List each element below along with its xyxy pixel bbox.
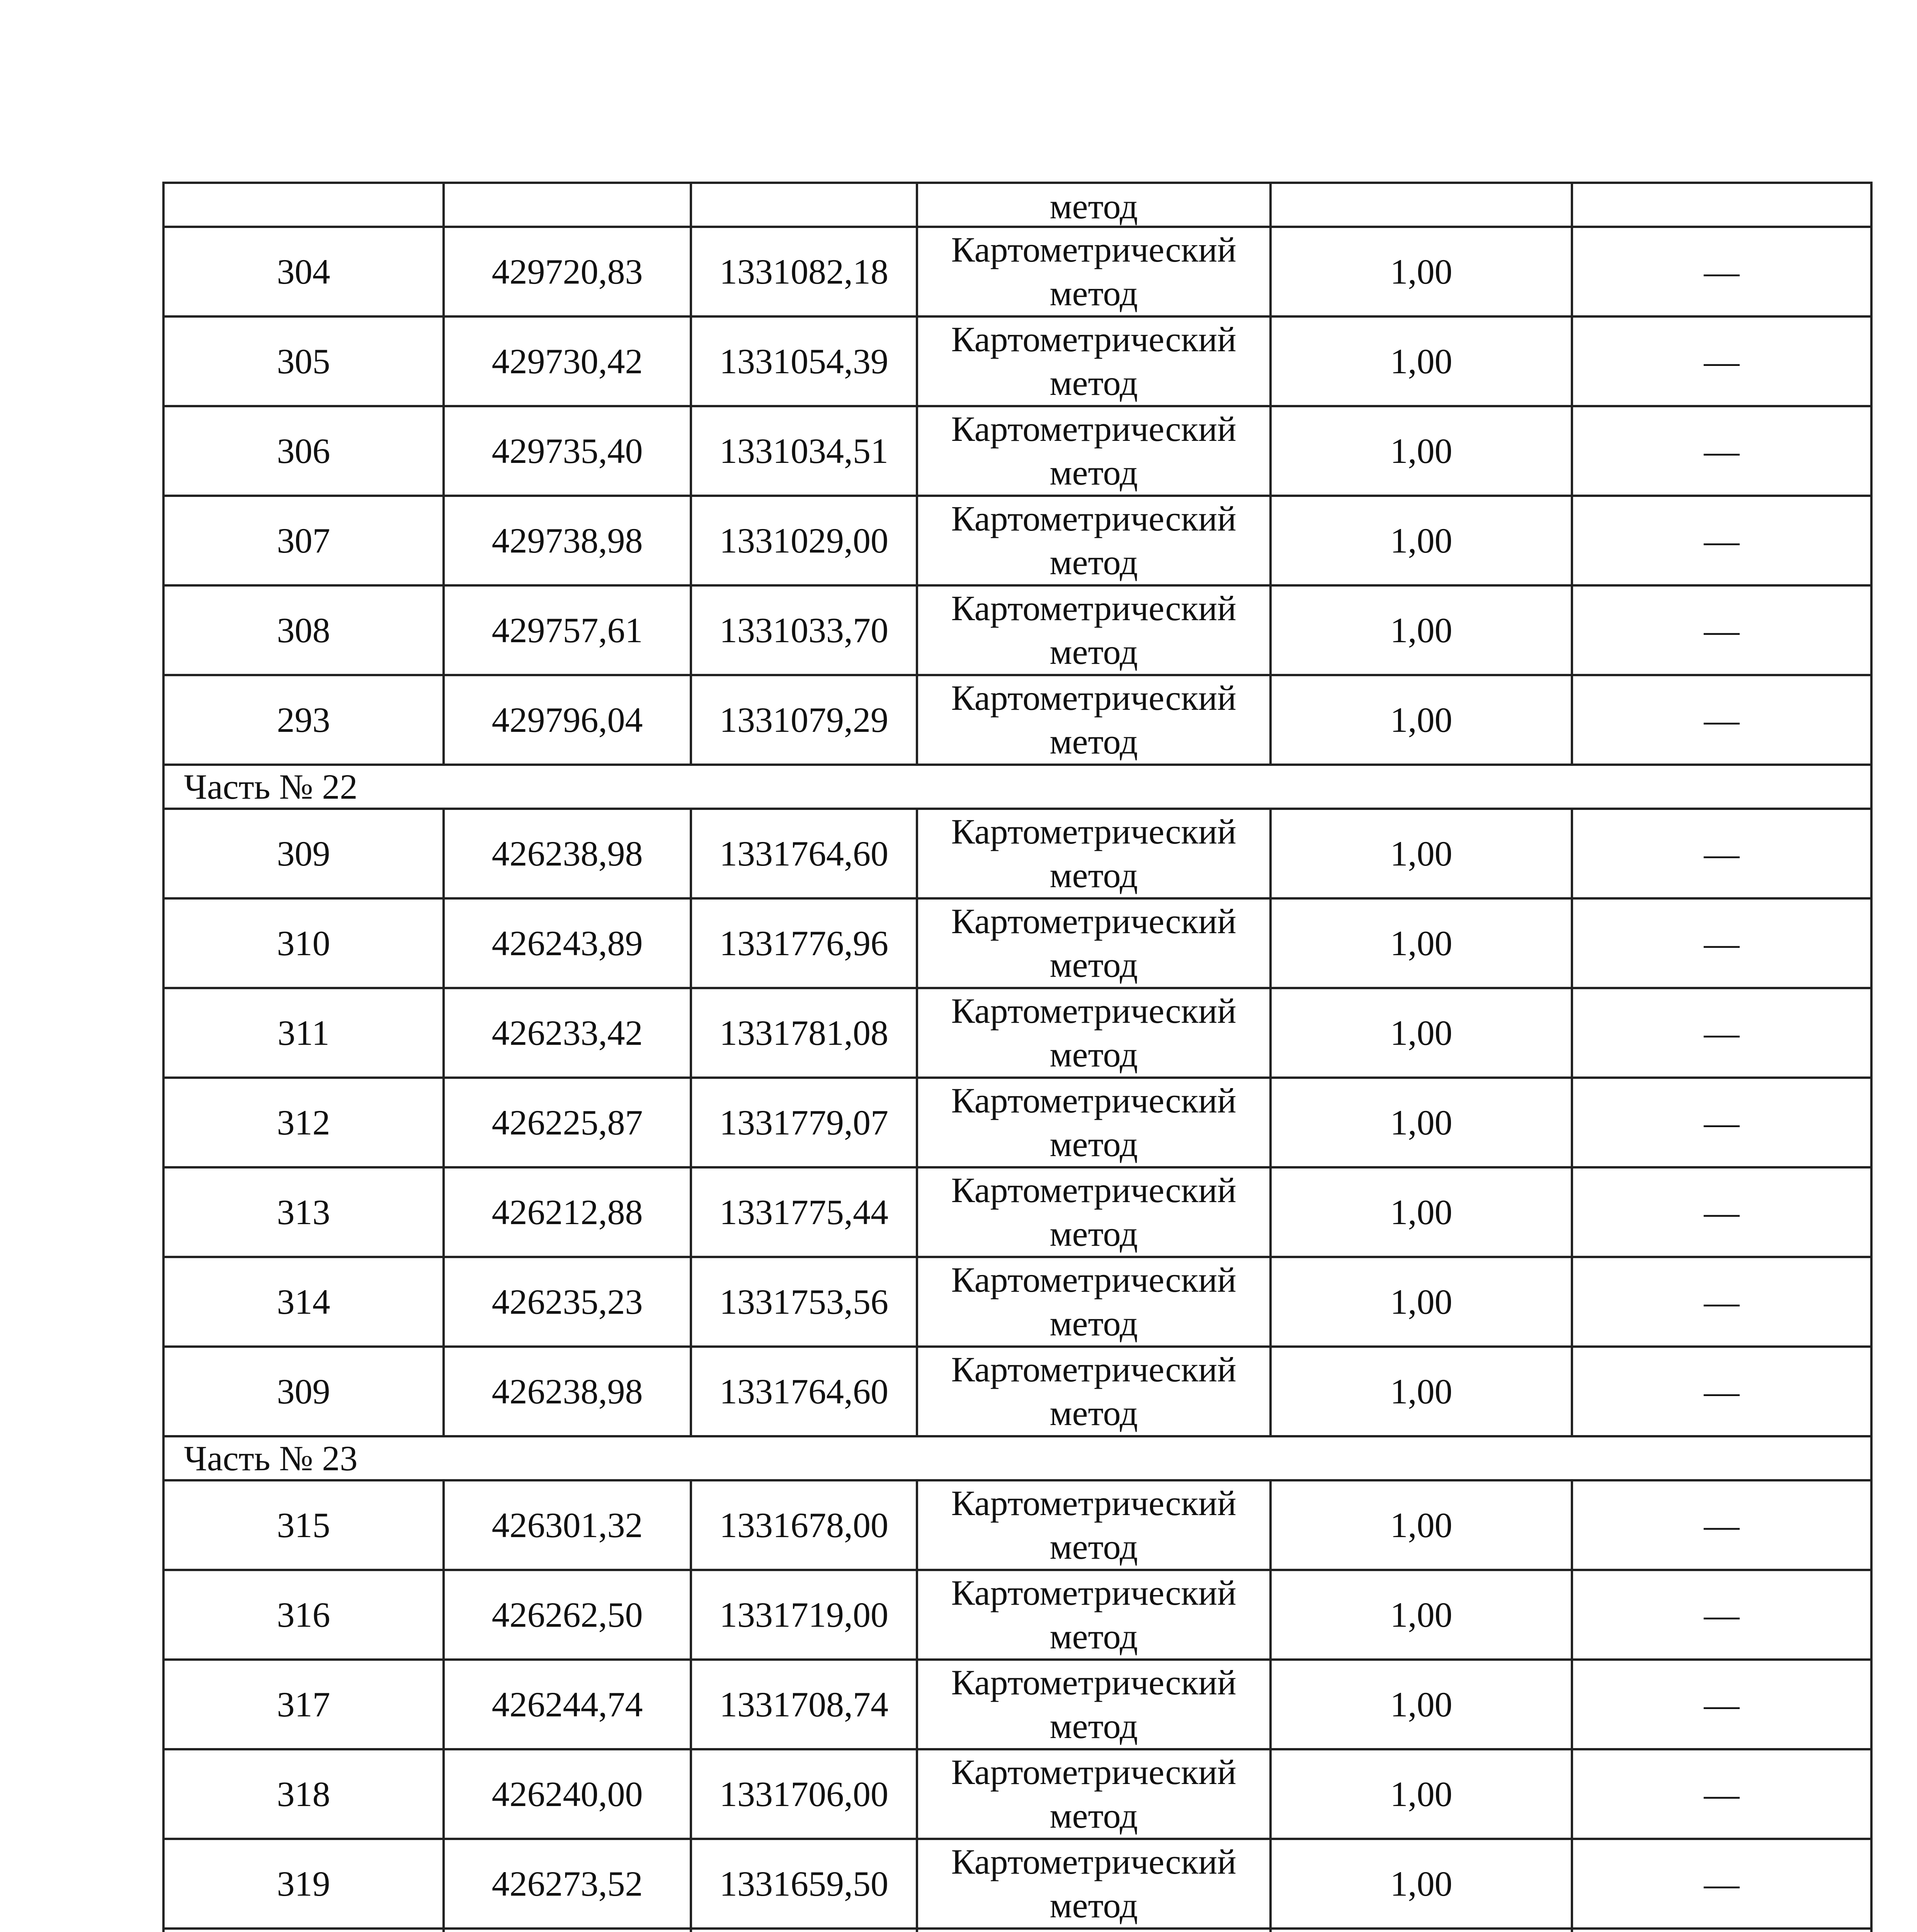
method-cell: метод	[917, 183, 1271, 227]
method-line-2: метод	[1050, 855, 1138, 895]
description-cell: —	[1572, 1839, 1871, 1929]
y-coordinate-cell	[691, 1929, 917, 1932]
method-line-1: Картометрический	[951, 230, 1237, 269]
point-number-cell: 304	[163, 227, 444, 316]
accuracy-cell: 1,00	[1271, 1347, 1572, 1436]
x-coordinate-cell: 426240,00	[444, 1749, 691, 1839]
point-number-cell: 317	[163, 1660, 444, 1749]
point-number-cell: 319	[163, 1839, 444, 1929]
description-cell: —	[1572, 1660, 1871, 1749]
table-row	[163, 1347, 1871, 1436]
accuracy-cell: 1,00	[1271, 1078, 1572, 1167]
method-line-1: Картометрический	[951, 588, 1237, 628]
accuracy-cell: 1,00	[1271, 585, 1572, 675]
y-coordinate-cell: 1331764,60	[691, 809, 917, 898]
table-row	[163, 1570, 1871, 1660]
method-line-1: Картометрический	[951, 1260, 1237, 1299]
method-line-1: Картометрический	[951, 1663, 1237, 1702]
method-line-2: метод	[1050, 1124, 1138, 1164]
point-number-cell: 306	[163, 406, 444, 496]
x-coordinate-cell: 426238,98	[444, 809, 691, 898]
x-coordinate-cell: 429738,98	[444, 496, 691, 585]
method-cell	[917, 1257, 1271, 1347]
method-line-2: метод	[1050, 632, 1138, 672]
y-coordinate-cell: 1331781,08	[691, 988, 917, 1078]
description-cell: —	[1572, 1480, 1871, 1570]
table-row	[163, 988, 1871, 1078]
point-number-cell: 318	[163, 1749, 444, 1839]
description-cell: —	[1572, 988, 1871, 1078]
part-label: Часть № 22	[163, 765, 1871, 809]
method-cell	[917, 1570, 1271, 1660]
x-coordinate-cell: 426212,88	[444, 1167, 691, 1257]
y-coordinate-cell: 1331776,96	[691, 898, 917, 988]
description-cell: —	[1572, 1078, 1871, 1167]
description-cell: —	[1572, 675, 1871, 765]
table-row	[163, 1257, 1871, 1347]
accuracy-cell: 1,00	[1271, 1570, 1572, 1660]
x-coordinate-cell: 429796,04	[444, 675, 691, 765]
description-cell: —	[1572, 809, 1871, 898]
description-cell: —	[1572, 1347, 1871, 1436]
accuracy-cell: 1,00	[1271, 898, 1572, 988]
method-line-2: метод	[1050, 1527, 1138, 1566]
method-line-1: Картометрический	[951, 678, 1237, 718]
point-number-cell: 311	[163, 988, 444, 1078]
method-line-1: Картометрический	[951, 320, 1237, 359]
table-row	[163, 1078, 1871, 1167]
continuation-row	[163, 183, 1871, 227]
accuracy-cell: 1,00	[1271, 1480, 1572, 1570]
y-coordinate-cell: 1331082,18	[691, 227, 917, 316]
method-line-1: Картометрический	[951, 1081, 1237, 1120]
description-cell	[1572, 183, 1871, 227]
method-line-1	[918, 1930, 1269, 1932]
table-row	[163, 809, 1871, 898]
method-line-1: Картометрический	[951, 1752, 1237, 1792]
method-line-2: метод	[1050, 1617, 1138, 1656]
accuracy-cell: 1,00	[1271, 988, 1572, 1078]
method-cell	[917, 1839, 1271, 1929]
y-coordinate-cell: 1331775,44	[691, 1167, 917, 1257]
point-number-cell: 307	[163, 496, 444, 585]
table-row	[163, 1749, 1871, 1839]
accuracy-cell: 1,00	[1271, 1749, 1572, 1839]
method-line-2: метод	[1050, 543, 1138, 582]
description-cell: —	[1572, 227, 1871, 316]
method-line-2: метод	[1050, 1304, 1138, 1343]
method-line-1: Картометрический	[951, 1350, 1237, 1389]
y-coordinate-cell: 1331719,00	[691, 1570, 917, 1660]
table-row	[163, 675, 1871, 765]
accuracy-cell: 1,00	[1271, 675, 1572, 765]
x-coordinate-cell: 426233,42	[444, 988, 691, 1078]
method-line-2: метод	[1050, 1796, 1138, 1835]
y-coordinate-cell: 1331678,00	[691, 1480, 917, 1570]
x-coordinate-cell: 429735,40	[444, 406, 691, 496]
description-cell: —	[1572, 1257, 1871, 1347]
method-line-1: Картометрический	[951, 901, 1237, 941]
method-line-2: метод	[1050, 1214, 1138, 1253]
description-cell: —	[1572, 585, 1871, 675]
method-cell	[917, 675, 1271, 765]
point-number-cell: 310	[163, 898, 444, 988]
accuracy-cell: 1,00	[1271, 227, 1572, 316]
point-number-cell: 309	[163, 1347, 444, 1436]
method-line-2: метод	[1050, 722, 1138, 761]
x-coordinate-cell: 426244,74	[444, 1660, 691, 1749]
method-cell	[917, 1078, 1271, 1167]
method-line-1: Картометрический	[951, 499, 1237, 538]
y-coordinate-cell: 1331659,50	[691, 1839, 917, 1929]
description-cell: —	[1572, 496, 1871, 585]
y-coordinate-cell: 1331764,60	[691, 1347, 917, 1436]
point-number-cell: 314	[163, 1257, 444, 1347]
method-line-2: метод	[1050, 1035, 1138, 1074]
point-number-cell: 312	[163, 1078, 444, 1167]
part-label: Часть № 23	[163, 1436, 1871, 1480]
description-cell: —	[1572, 406, 1871, 496]
x-coordinate-cell: 426235,23	[444, 1257, 691, 1347]
method-cell	[917, 809, 1271, 898]
method-line-1: Картометрический	[951, 812, 1237, 851]
y-coordinate-cell: 1331033,70	[691, 585, 917, 675]
accuracy-cell: 1,00	[1271, 1257, 1572, 1347]
x-coordinate-cell	[444, 183, 691, 227]
method-cell	[917, 988, 1271, 1078]
accuracy-cell	[1271, 183, 1572, 227]
point-number-cell: 293	[163, 675, 444, 765]
accuracy-cell: 1,00	[1271, 1839, 1572, 1929]
method-line-1: Картометрический	[951, 1842, 1237, 1881]
description-cell: —	[1572, 1570, 1871, 1660]
x-coordinate-cell: 426273,52	[444, 1839, 691, 1929]
y-coordinate-cell: 1331079,29	[691, 675, 917, 765]
method-cell	[917, 1660, 1271, 1749]
method-line-1: Картометрический	[951, 409, 1237, 449]
method-line-2: метод	[1050, 363, 1138, 403]
accuracy-cell: 1,00	[1271, 1167, 1572, 1257]
table-row	[163, 406, 1871, 496]
method-line-2: метод	[1050, 1706, 1138, 1746]
method-cell	[917, 227, 1271, 316]
method-line-2: метод	[1050, 1393, 1138, 1433]
method-line-2: метод	[1050, 945, 1138, 985]
coordinates-table	[162, 182, 1873, 1932]
x-coordinate-cell: 429720,83	[444, 227, 691, 316]
x-coordinate-cell: 426238,98	[444, 1347, 691, 1436]
part-header-row	[163, 765, 1871, 809]
method-line-1: Картометрический	[951, 1483, 1237, 1523]
method-line-2: метод	[1050, 453, 1138, 492]
method-cell	[917, 898, 1271, 988]
table-row	[163, 1929, 1871, 1932]
method-cell	[917, 316, 1271, 406]
table-row	[163, 1660, 1871, 1749]
point-number-cell	[163, 183, 444, 227]
accuracy-cell: 1,00	[1271, 809, 1572, 898]
y-coordinate-cell: 1331779,07	[691, 1078, 917, 1167]
table-row	[163, 496, 1871, 585]
accuracy-cell: 1,00	[1271, 406, 1572, 496]
table-row	[163, 1480, 1871, 1570]
table-row	[163, 316, 1871, 406]
x-coordinate-cell	[444, 1929, 691, 1932]
method-line-1: Картометрический	[951, 991, 1237, 1031]
method-line-2: метод	[1050, 274, 1138, 313]
accuracy-cell: 1,00	[1271, 316, 1572, 406]
point-number-cell: 305	[163, 316, 444, 406]
point-number-cell: 313	[163, 1167, 444, 1257]
x-coordinate-cell: 426262,50	[444, 1570, 691, 1660]
description-cell: —	[1572, 316, 1871, 406]
x-coordinate-cell: 426243,89	[444, 898, 691, 988]
description-cell	[1572, 1929, 1871, 1932]
method-cell	[917, 585, 1271, 675]
table-row	[163, 1839, 1871, 1929]
point-number-cell: 316	[163, 1570, 444, 1660]
y-coordinate-cell: 1331029,00	[691, 496, 917, 585]
point-number-cell: 315	[163, 1480, 444, 1570]
x-coordinate-cell: 426301,32	[444, 1480, 691, 1570]
table-row	[163, 898, 1871, 988]
method-cell	[917, 1929, 1271, 1932]
y-coordinate-cell: 1331708,74	[691, 1660, 917, 1749]
method-line-1: Картометрический	[951, 1573, 1237, 1612]
y-coordinate-cell	[691, 183, 917, 227]
method-cell	[917, 1480, 1271, 1570]
part-header-row	[163, 1436, 1871, 1480]
description-cell: —	[1572, 898, 1871, 988]
y-coordinate-cell: 1331034,51	[691, 406, 917, 496]
y-coordinate-cell: 1331753,56	[691, 1257, 917, 1347]
x-coordinate-cell: 429757,61	[444, 585, 691, 675]
y-coordinate-cell: 1331706,00	[691, 1749, 917, 1839]
y-coordinate-cell: 1331054,39	[691, 316, 917, 406]
method-cell	[917, 1167, 1271, 1257]
accuracy-cell: 1,00	[1271, 496, 1572, 585]
x-coordinate-cell: 426225,87	[444, 1078, 691, 1167]
table-row	[163, 585, 1871, 675]
x-coordinate-cell: 429730,42	[444, 316, 691, 406]
description-cell: —	[1572, 1167, 1871, 1257]
accuracy-cell: 1,00	[1271, 1660, 1572, 1749]
table-row	[163, 227, 1871, 316]
method-cell	[917, 1347, 1271, 1436]
method-line-2: метод	[1050, 1886, 1138, 1925]
point-number-cell: 309	[163, 809, 444, 898]
method-cell	[917, 1749, 1271, 1839]
description-cell: —	[1572, 1749, 1871, 1839]
accuracy-cell	[1271, 1929, 1572, 1932]
point-number-cell	[163, 1929, 444, 1932]
method-cell	[917, 406, 1271, 496]
table-row	[163, 1167, 1871, 1257]
method-line-1: Картометрический	[951, 1170, 1237, 1210]
point-number-cell: 308	[163, 585, 444, 675]
method-cell	[917, 496, 1271, 585]
